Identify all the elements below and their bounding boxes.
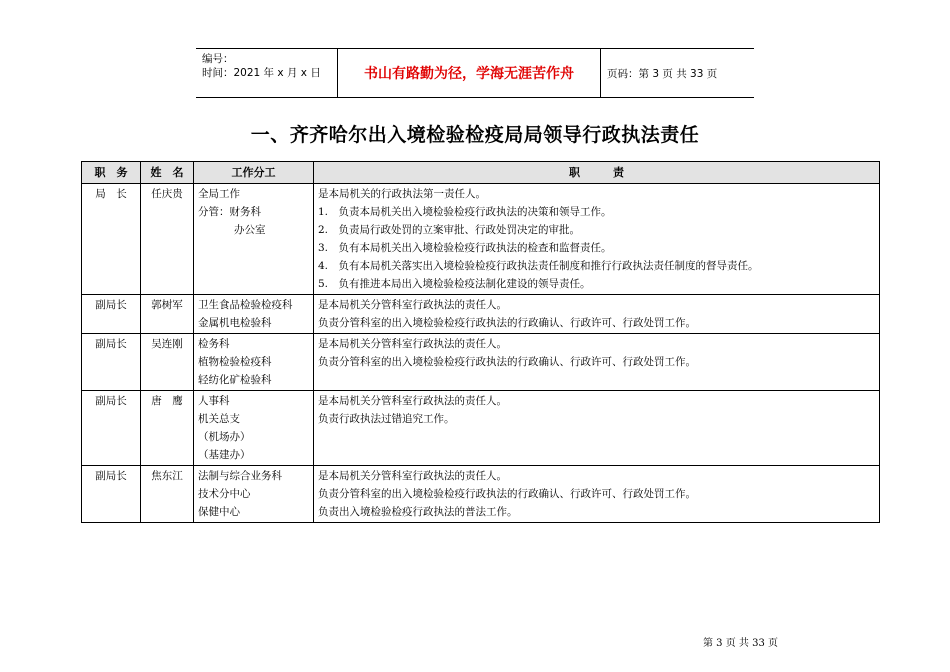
cell-duties xyxy=(314,184,880,295)
cell-position: 副局长 xyxy=(82,391,141,466)
header-position: 职 务 xyxy=(82,162,141,184)
division-item: （机场办） xyxy=(198,431,251,443)
division-item: 机关总支 xyxy=(198,413,240,425)
division-item: 分管：财务科 xyxy=(198,206,261,218)
division-item: 技术分中心 xyxy=(198,488,251,500)
division-item: 办公室 xyxy=(234,224,266,236)
cell-name: 任庆贵 xyxy=(141,184,194,295)
cell-duties xyxy=(314,391,880,466)
header-page-info: 页码：第 3 页 共 33 页 xyxy=(607,67,718,80)
header-meta xyxy=(196,49,338,97)
duty-item: 是本局机关分管科室行政执法的责任人。 xyxy=(318,299,507,311)
duty-item: 是本局机关的行政执法第一责任人。 xyxy=(318,188,486,200)
page-header xyxy=(196,48,754,98)
cell-duties xyxy=(314,295,880,334)
cell-division xyxy=(194,466,314,523)
table-row xyxy=(82,334,880,391)
table-header-row xyxy=(82,162,880,184)
duty-item: 是本局机关分管科室行政执法的责任人。 xyxy=(318,395,507,407)
duty-table xyxy=(81,161,880,523)
duty-item: 是本局机关分管科室行政执法的责任人。 xyxy=(318,470,507,482)
cell-division xyxy=(194,184,314,295)
cell-position: 局 长 xyxy=(82,184,141,295)
duty-item: 负责分管科室的出入境检验检疫行政执法的行政确认、行政许可、行政处罚工作。 xyxy=(318,488,696,500)
table-row xyxy=(82,466,880,523)
division-item: 轻纺化矿检验科 xyxy=(198,374,272,386)
cell-name: 焦东江 xyxy=(141,466,194,523)
duty-item: 3. 负有本局机关出入境检验检疫行政执法的检查和监督责任。 xyxy=(318,242,612,254)
table-row xyxy=(82,391,880,466)
cell-division xyxy=(194,334,314,391)
division-item: 检务科 xyxy=(198,338,230,350)
cell-division xyxy=(194,295,314,334)
cell-duties xyxy=(314,466,880,523)
division-item: 卫生食品检验检疫科 xyxy=(198,299,293,311)
page-footer: 第 3 页 共 33 页 xyxy=(703,638,778,649)
division-item: 人事科 xyxy=(198,395,230,407)
duty-item: 5. 负有推进本局出入境检验检疫法制化建设的领导责任。 xyxy=(318,278,591,290)
header-division: 工作分工 xyxy=(194,162,314,184)
duty-item: 4. 负有本局机关落实出入境检验检疫行政执法责任制度和推行行政执法责任制度的督导责任。 xyxy=(318,260,759,272)
duty-item: 负责行政执法过错追究工作。 xyxy=(318,413,455,425)
division-item: 保健中心 xyxy=(198,506,240,518)
header-duties: 职 责 xyxy=(314,162,880,184)
division-item: 植物检验检疫科 xyxy=(198,356,272,368)
header-name: 姓 名 xyxy=(141,162,194,184)
division-item: 金属机电检验科 xyxy=(198,317,272,329)
cell-position: 副局长 xyxy=(82,295,141,334)
duty-item: 2. 负责局行政处罚的立案审批、行政处罚决定的审批。 xyxy=(318,224,581,236)
division-item: 法制与综合业务科 xyxy=(198,470,282,482)
table-row xyxy=(82,295,880,334)
serial-label: 编号： xyxy=(202,53,234,65)
table-row xyxy=(82,184,880,295)
duty-item: 是本局机关分管科室行政执法的责任人。 xyxy=(318,338,507,350)
cell-name: 郭树军 xyxy=(141,295,194,334)
duty-item: 负责分管科室的出入境检验检疫行政执法的行政确认、行政许可、行政处罚工作。 xyxy=(318,317,696,329)
page-title: 一、齐齐哈尔出入境检验检疫局局领导行政执法责任 xyxy=(250,124,700,146)
cell-duties xyxy=(314,334,880,391)
cell-division xyxy=(194,391,314,466)
cell-name: 唐 鹰 xyxy=(141,391,194,466)
duty-item: 负责分管科室的出入境检验检疫行政执法的行政确认、行政许可、行政处罚工作。 xyxy=(318,356,696,368)
cell-name: 吴连刚 xyxy=(141,334,194,391)
header-motto: 书山有路勤为径，学海无涯苦作舟 xyxy=(338,49,601,97)
duty-item: 负责出入境检验检疫行政执法的普法工作。 xyxy=(318,506,518,518)
cell-position: 副局长 xyxy=(82,334,141,391)
division-item: 全局工作 xyxy=(198,188,240,200)
duty-item: 1. 负责本局机关出入境检验检疫行政执法的决策和领导工作。 xyxy=(318,206,612,218)
division-item: （基建办） xyxy=(198,449,251,461)
cell-position: 副局长 xyxy=(82,466,141,523)
time-label: 时间：2021 年 x 月 x 日 xyxy=(202,67,321,79)
